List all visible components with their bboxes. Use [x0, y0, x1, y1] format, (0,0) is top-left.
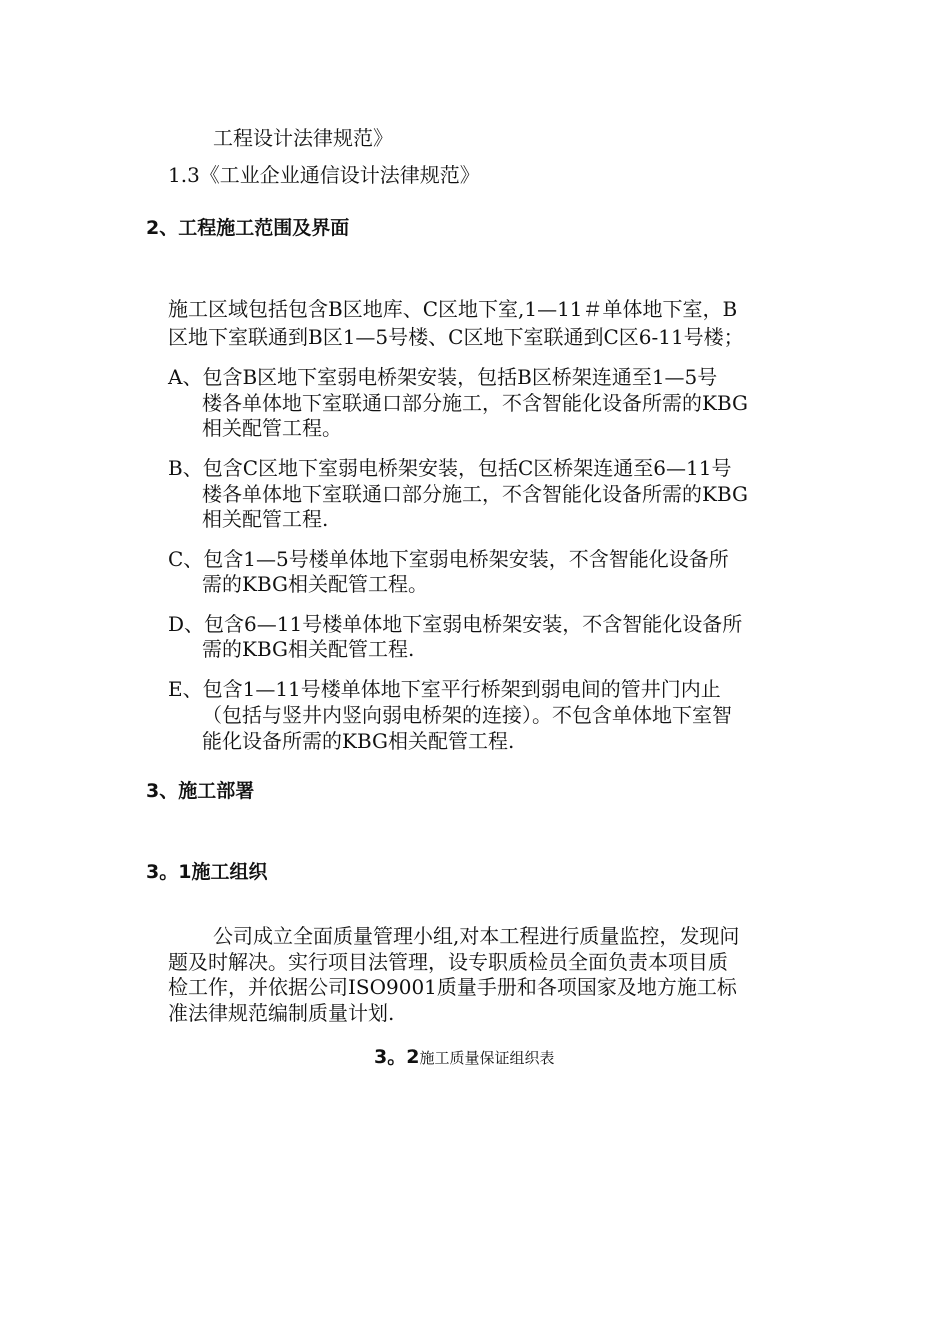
list-item-line: 相关配管工程.	[202, 507, 329, 531]
body-line: 区地下室联通到B区1—5号楼、C区地下室联通到C区6-11号楼；	[168, 325, 744, 349]
list-item-line: 楼各单体地下室联通口部分施工，不含智能化设备所需的KBG	[202, 482, 748, 506]
list-item-line: 能化设备所需的KBG相关配管工程.	[202, 729, 515, 753]
list-item-line: 楼各单体地下室联通口部分施工，不含智能化设备所需的KBG	[202, 391, 748, 415]
body-line: 施工区域包括包含B区地库、C区地下室,1—11＃单体地下室，B	[168, 297, 738, 321]
reference-line: 工程设计法律规范》	[213, 126, 393, 150]
section-heading: 2、工程施工范围及界面	[146, 217, 350, 239]
body-line: 检工作，并依据公司ISO9001质量手册和各项国家及地方施工标	[168, 975, 737, 999]
body-line: 题及时解决。实行项目法管理，设专职质检员全面负责本项目质	[168, 950, 728, 974]
body-line: 准法律规范编制质量计划.	[168, 1001, 395, 1025]
list-item-line: B、包含C区地下室弱电桥架安装，包括C区桥架连通至6—11号	[168, 456, 732, 480]
body-line: 公司成立全面质量管理小组,对本工程进行质量监控，发现问	[213, 924, 740, 948]
list-item-line: 相关配管工程。	[202, 416, 342, 440]
list-item-line: A、包含B区地下室弱电桥架安装，包括B区桥架连通至1—5号	[168, 365, 718, 389]
list-item-line: 需的KBG相关配管工程。	[202, 572, 428, 596]
table-caption-text: 施工质量保证组织表	[419, 1049, 555, 1067]
table-caption	[374, 1045, 554, 1070]
list-item-line: D、包含6—11号楼单体地下室弱电桥架安装，不含智能化设备所	[168, 612, 743, 636]
reference-line: 1.3《工业企业通信设计法律规范》	[168, 163, 480, 187]
subsection-heading: 3。1施工组织	[146, 861, 268, 883]
table-caption-number: 3。2	[374, 1046, 420, 1068]
section-heading: 3、施工部署	[146, 780, 255, 802]
list-item-line: E、包含1—11号楼单体地下室平行桥架到弱电间的管井门内止	[168, 677, 721, 701]
list-item-line: （包括与竖井内竖向弱电桥架的连接）。不包含单体地下室智	[202, 703, 732, 727]
list-item-line: 需的KBG相关配管工程.	[202, 637, 415, 661]
list-item-line: C、包含1—5号楼单体地下室弱电桥架安装，不含智能化设备所	[168, 547, 729, 571]
